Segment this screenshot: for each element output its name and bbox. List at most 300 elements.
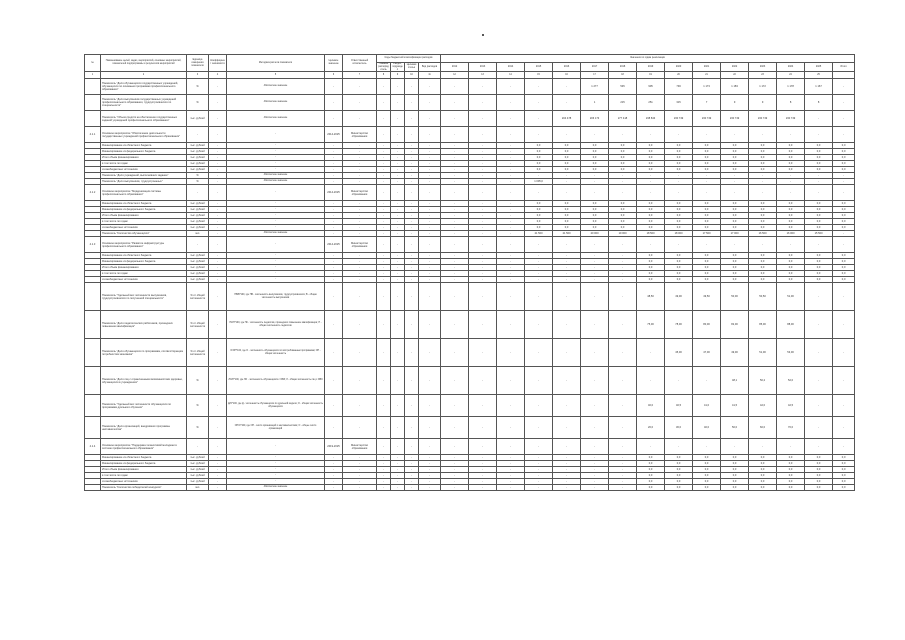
cell-value: 0,0 — [665, 161, 693, 167]
cell-value: 21 500 — [525, 231, 553, 237]
cell-value: 0,0 — [637, 155, 665, 161]
cell-method: - — [227, 265, 325, 271]
cell-value: 52,0 — [777, 367, 805, 395]
cell-coef: - — [209, 283, 227, 311]
cell-resp: - — [343, 283, 377, 311]
cell-value: 16 000 — [777, 231, 805, 237]
cell-vr: - — [419, 455, 441, 461]
header-year: 2019 — [637, 63, 665, 72]
cell-resp: - — [343, 179, 377, 185]
cell-value: 0,0 — [693, 219, 721, 225]
cell-method: Д/О*100, где Д - численность обучающихся по дуальной модели; О - общая численность обучающихся — [227, 395, 325, 417]
cell-value: 48,50 — [637, 283, 665, 311]
cell-value: 0,0 — [637, 265, 665, 271]
cell-coef: - — [209, 395, 227, 417]
cell-value: 0,0 — [777, 271, 805, 277]
cell-value: - — [441, 179, 469, 185]
cell-value: 0,0 — [749, 167, 777, 173]
cell-method: - — [227, 213, 325, 219]
cell-gr: - — [377, 127, 391, 143]
cell-value: 0,0 — [693, 485, 721, 491]
cell-name: Основное мероприятие "Развитие инфраструктуры профессионального образования" — [101, 237, 187, 253]
cell-value: - — [497, 455, 525, 461]
cell-value: 85,00 — [749, 311, 777, 339]
cell-name: из внебюджетных источников — [101, 167, 187, 173]
cell-total: 0,0 — [833, 213, 855, 219]
cell-coef: - — [209, 461, 227, 467]
cell-target: - — [325, 173, 343, 179]
cell-coef: - — [209, 111, 227, 127]
header-year: 2021 — [693, 63, 721, 72]
cell-value: - — [721, 179, 749, 185]
cell-total: - — [833, 311, 855, 339]
cell-value: 0,0 — [665, 149, 693, 155]
cell-value: - — [609, 417, 637, 439]
cell-total: - — [833, 231, 855, 237]
cell-coef: - — [209, 161, 227, 167]
cell-value: 9 — [721, 95, 749, 111]
cell-value: - — [721, 439, 749, 455]
cell-value: 0,0 — [553, 225, 581, 231]
cell-value: - — [553, 367, 581, 395]
cell-unit: % от общей численности — [187, 283, 209, 311]
cell-value: 0,0 — [777, 201, 805, 207]
cell-total: 0,0 — [833, 167, 855, 173]
cell-value: 50,50 — [749, 283, 777, 311]
cell-value: 0,0 — [553, 155, 581, 161]
cell-coef: - — [209, 265, 227, 271]
cell-value: 40,0 — [693, 417, 721, 439]
cell-method: Абсолютное значение — [227, 111, 325, 127]
cell-value: 0,0 — [805, 219, 833, 225]
table-row — [85, 111, 855, 127]
cell-total: 0,0 — [833, 207, 855, 213]
cell-value: 0,0 — [721, 473, 749, 479]
cell-resp: - — [343, 277, 377, 283]
cell-value: - — [777, 185, 805, 201]
cell-value: - — [441, 231, 469, 237]
cell-value: 0,0 — [749, 455, 777, 461]
cell-value: - — [441, 455, 469, 461]
cell-value: 0,0 — [749, 161, 777, 167]
cell-coef: - — [209, 127, 227, 143]
cell-total: - — [833, 127, 855, 143]
cell-value: - — [525, 271, 553, 277]
cell-unit: тыс. рублей — [187, 455, 209, 461]
cell-value: - — [525, 95, 553, 111]
cell-coef: - — [209, 179, 227, 185]
cell-vr: - — [419, 111, 441, 127]
cell-value: 0,0 — [749, 479, 777, 485]
header-method: Методика расчета показателя — [227, 55, 325, 72]
cell-value: - — [469, 271, 497, 277]
cell-total: 0,0 — [833, 253, 855, 259]
cell-value: - — [721, 127, 749, 143]
cell-target: 2019-2025 — [325, 439, 343, 455]
cell-value: 0,0 — [721, 253, 749, 259]
cell-value: 1 — [581, 95, 609, 111]
cell-resp: - — [343, 265, 377, 271]
cell-value: - — [497, 167, 525, 173]
cell-value: - — [805, 283, 833, 311]
cell-value: - — [469, 95, 497, 111]
cell-value: 0,0 — [721, 201, 749, 207]
cell-gr: - — [377, 201, 391, 207]
cell-value: 0,0 — [693, 271, 721, 277]
table-row — [85, 485, 855, 491]
cell-value: - — [609, 311, 637, 339]
cell-value: 0,0 — [805, 225, 833, 231]
cell-csr: - — [405, 213, 419, 219]
column-number: 1 — [85, 72, 101, 79]
cell-gr: - — [377, 185, 391, 201]
cell-method: - — [227, 253, 325, 259]
cell-csr: - — [405, 231, 419, 237]
cell-value: 0,0 — [665, 225, 693, 231]
cell-resp: - — [343, 143, 377, 149]
cell-value: - — [497, 311, 525, 339]
cell-rz: - — [391, 111, 405, 127]
cell-name: Показатель "Доля обучающихся по программам, соответствующим потребностям экономики" — [101, 339, 187, 367]
cell-rz: - — [391, 161, 405, 167]
cell-value: - — [441, 265, 469, 271]
cell-target: - — [325, 259, 343, 265]
header-gr: Главный распорядитель — [378, 62, 389, 71]
cell-target: - — [325, 143, 343, 149]
cell-unit: тыс. рублей — [187, 467, 209, 473]
cell-value: - — [553, 253, 581, 259]
cell-value: 0,0 — [665, 265, 693, 271]
cell-value: - — [805, 185, 833, 201]
cell-value: - — [609, 395, 637, 417]
cell-value: - — [469, 237, 497, 253]
cell-vr: - — [419, 185, 441, 201]
cell-name: Основное мероприятие "Поддержка талантливой молодежи в системе профессионального образования" — [101, 439, 187, 455]
cell-method: - — [227, 167, 325, 173]
cell-csr: - — [405, 237, 419, 253]
cell-value: 0,0 — [637, 467, 665, 473]
cell-resp: - — [343, 95, 377, 111]
header-total: Итого — [833, 63, 855, 72]
cell-value: 8 — [777, 95, 805, 111]
cell-value: 0,0 — [609, 143, 637, 149]
cell-value: - — [581, 173, 609, 179]
cell-value: - — [581, 339, 609, 367]
cell-value: - — [553, 271, 581, 277]
cell-value: - — [497, 467, 525, 473]
cell-value: 0,0 — [693, 455, 721, 461]
cell-value: 0,0 — [777, 207, 805, 213]
cell-value: 0,0 — [581, 155, 609, 161]
cell-value: - — [469, 467, 497, 473]
cell-unit: % — [187, 179, 209, 185]
cell-value: 0,0 — [553, 207, 581, 213]
cell-unit: чел. — [187, 231, 209, 237]
cell-value: - — [805, 127, 833, 143]
column-number: 9 — [391, 72, 405, 79]
cell-coef: - — [209, 253, 227, 259]
cell-method: - — [227, 201, 325, 207]
cell-value: - — [469, 179, 497, 185]
cell-name: Показатель "Доля обучающихся государственных учреждений, обучающихся по основным программам профессионального образования" — [101, 79, 187, 95]
cell-gr: - — [377, 225, 391, 231]
cell-coef: - — [209, 237, 227, 253]
cell-value: 0,0 — [637, 207, 665, 213]
cell-value: - — [581, 259, 609, 265]
cell-value: - — [497, 395, 525, 417]
cell-value: 0,0 — [693, 479, 721, 485]
cell-value: 0,0 — [693, 467, 721, 473]
cell-name: из внебюджетных источников — [101, 225, 187, 231]
cell-value: 0,0 — [637, 259, 665, 265]
cell-vr: - — [419, 219, 441, 225]
cell-value: 0,0 — [777, 219, 805, 225]
cell-value: 0,0 — [777, 473, 805, 479]
cell-resp: - — [343, 231, 377, 237]
cell-csr: - — [405, 311, 419, 339]
cell-value: 0,0 — [637, 253, 665, 259]
cell-csr: - — [405, 219, 419, 225]
cell-target: - — [325, 339, 343, 367]
cell-value: - — [525, 173, 553, 179]
cell-value: - — [441, 339, 469, 367]
cell-method: - — [227, 237, 325, 253]
cell-value: 0,0 — [721, 207, 749, 213]
cell-csr: - — [405, 161, 419, 167]
cell-vr: - — [419, 173, 441, 179]
cell-value: 0,0 — [749, 271, 777, 277]
cell-target: 2014-2025 — [325, 127, 343, 143]
cell-value: 0,0 — [693, 155, 721, 161]
cell-value: 230 749 — [721, 111, 749, 127]
cell-value: - — [469, 367, 497, 395]
cell-value: 0,0 — [721, 219, 749, 225]
cell-target: - — [325, 417, 343, 439]
cell-value: - — [441, 201, 469, 207]
cell-rz: - — [391, 207, 405, 213]
cell-value: - — [553, 339, 581, 367]
cell-value: - — [525, 485, 553, 491]
cell-coef: - — [209, 207, 227, 213]
cell-value: - — [805, 439, 833, 455]
cell-value: 0,0 — [749, 259, 777, 265]
cell-method: - — [227, 219, 325, 225]
cell-csr: - — [405, 339, 419, 367]
cell-rz: - — [391, 213, 405, 219]
cell-value: 0,0 — [777, 253, 805, 259]
cell-gr: - — [377, 149, 391, 155]
cell-num — [85, 95, 101, 111]
cell-value: 0,0 — [721, 455, 749, 461]
cell-value: 0,0 — [805, 467, 833, 473]
cell-rz: - — [391, 271, 405, 277]
table-row — [85, 185, 855, 201]
cell-vr: - — [419, 259, 441, 265]
cell-vr: - — [419, 417, 441, 439]
column-number: 3 — [187, 72, 209, 79]
cell-method: ПК/П*100, где ПК - численность педагогов, прошедших повышение квалификации; П - общая численность педагогов — [227, 311, 325, 339]
cell-csr: - — [405, 265, 419, 271]
cell-value: 0,0 — [609, 167, 637, 173]
cell-value: 0,0 — [721, 143, 749, 149]
cell-value: 0,0 — [525, 161, 553, 167]
cell-method: О/ОП*100, где О - численность обучающихся по востребованным программам; ОП - общая численность — [227, 339, 325, 367]
cell-target: - — [325, 461, 343, 467]
cell-rz: - — [391, 95, 405, 111]
cell-rz: - — [391, 219, 405, 225]
cell-value: 0,0 — [777, 167, 805, 173]
cell-value: 0,0 — [749, 461, 777, 467]
cell-value: 793 — [665, 79, 693, 95]
cell-name: Показатель "Доля педагогических работников, прошедших повышение квалификации" — [101, 311, 187, 339]
cell-rz: - — [391, 127, 405, 143]
cell-value: - — [581, 185, 609, 201]
cell-rz: - — [391, 259, 405, 265]
cell-value: 0,0 — [749, 213, 777, 219]
header-vr: Вид расходов — [419, 63, 441, 72]
cell-resp: - — [343, 271, 377, 277]
cell-value: 0,0 — [749, 253, 777, 259]
header-unit: Единица измерения показателя — [187, 55, 209, 72]
cell-rz: - — [391, 201, 405, 207]
cell-coef: - — [209, 417, 227, 439]
cell-name: Показатель "Доля выпускников государственных учреждений профессионального образования, трудоустроившихся по специальности" — [101, 95, 187, 111]
cell-value: 0,0 — [637, 479, 665, 485]
cell-total: - — [833, 79, 855, 95]
cell-value: - — [441, 173, 469, 179]
cell-value: - — [441, 213, 469, 219]
cell-value: - — [441, 395, 469, 417]
cell-csr: - — [405, 225, 419, 231]
cell-value: 0,0 — [721, 277, 749, 283]
cell-total: - — [833, 111, 855, 127]
cell-coef: - — [209, 367, 227, 395]
cell-gr: - — [377, 155, 391, 161]
column-number: 11 — [419, 72, 441, 79]
cell-value: - — [805, 179, 833, 185]
cell-value: - — [693, 439, 721, 455]
cell-value: 0,0 — [777, 143, 805, 149]
cell-num — [85, 417, 101, 439]
cell-value: 0,0 — [805, 277, 833, 283]
cell-num — [85, 283, 101, 311]
cell-method: - — [227, 149, 325, 155]
cell-value: - — [441, 283, 469, 311]
column-number: 14 — [497, 72, 525, 79]
cell-value: 0,0 — [777, 225, 805, 231]
cell-value: - — [469, 173, 497, 179]
cell-total: 0,0 — [833, 473, 855, 479]
cell-value: - — [581, 311, 609, 339]
cell-value: 0,0 — [777, 277, 805, 283]
cell-value: - — [693, 127, 721, 143]
cell-unit: - — [187, 237, 209, 253]
cell-value: - — [441, 237, 469, 253]
column-number: 4 — [209, 72, 227, 79]
cell-unit: чел. — [187, 485, 209, 491]
cell-value: 0,0 — [721, 167, 749, 173]
cell-value: 0,0 — [805, 161, 833, 167]
cell-method: Абсолютное значение — [227, 173, 325, 179]
cell-value: - — [553, 237, 581, 253]
cell-num: 4.1.3 — [85, 237, 101, 253]
header-year: 2022 — [721, 63, 749, 72]
cell-value: - — [777, 127, 805, 143]
cell-value: 0,0 — [805, 473, 833, 479]
cell-vr: - — [419, 311, 441, 339]
column-number: 6 — [325, 72, 343, 79]
table-body — [85, 79, 855, 491]
cell-value: 30,0 — [665, 417, 693, 439]
cell-value: 0,0 — [693, 201, 721, 207]
cell-rz: - — [391, 367, 405, 395]
cell-value: 0,0 — [609, 201, 637, 207]
cell-total: 0,0 — [833, 467, 855, 473]
cell-value: - — [441, 219, 469, 225]
cell-value: 0,0 — [609, 225, 637, 231]
cell-value: - — [609, 479, 637, 485]
cell-value: 0,0 — [581, 167, 609, 173]
cell-value: - — [469, 461, 497, 467]
cell-rz: - — [391, 253, 405, 259]
cell-value: - — [525, 455, 553, 461]
cell-value: - — [805, 173, 833, 179]
cell-value: 0,0 — [581, 219, 609, 225]
cell-value: 0,0 — [749, 143, 777, 149]
cell-value: - — [749, 127, 777, 143]
cell-value: 0,0 — [749, 277, 777, 283]
cell-value: 20,0 — [637, 417, 665, 439]
cell-value: 0,0 — [693, 265, 721, 271]
cell-value: - — [497, 111, 525, 127]
cell-coef: - — [209, 95, 227, 111]
column-number: 18 — [609, 72, 637, 79]
cell-unit: тыс. рублей — [187, 259, 209, 265]
cell-unit: % — [187, 417, 209, 439]
cell-num — [85, 367, 101, 395]
cell-value: 17 500 — [693, 231, 721, 237]
cell-value: 0,0 — [665, 259, 693, 265]
column-number: 16 — [553, 72, 581, 79]
cell-total: 0,0 — [833, 485, 855, 491]
cell-csr: - — [405, 271, 419, 277]
cell-value: 0,0 — [805, 485, 833, 491]
cell-total: 0,0 — [833, 259, 855, 265]
column-number: 13 — [469, 72, 497, 79]
cell-target: - — [325, 95, 343, 111]
cell-unit: тыс. рублей — [187, 461, 209, 467]
cell-target: - — [325, 395, 343, 417]
cell-value: - — [609, 253, 637, 259]
cell-unit: - — [187, 439, 209, 455]
cell-unit: тыс. рублей — [187, 167, 209, 173]
cell-value: 0,0 — [777, 455, 805, 461]
cell-value: 0,0 — [525, 225, 553, 231]
header-year: 2013 — [469, 63, 497, 72]
cell-value: - — [525, 461, 553, 467]
cell-rz: - — [391, 467, 405, 473]
cell-method: - — [227, 207, 325, 213]
cell-resp: - — [343, 161, 377, 167]
cell-value: - — [497, 439, 525, 455]
cell-value: 0,0 — [637, 167, 665, 173]
cell-value: 0,0 — [581, 143, 609, 149]
cell-value: - — [581, 417, 609, 439]
cell-value: - — [581, 461, 609, 467]
cell-name: Итого объем финансирования — [101, 467, 187, 473]
cell-value: 16 500 — [749, 231, 777, 237]
cell-value: - — [553, 95, 581, 111]
